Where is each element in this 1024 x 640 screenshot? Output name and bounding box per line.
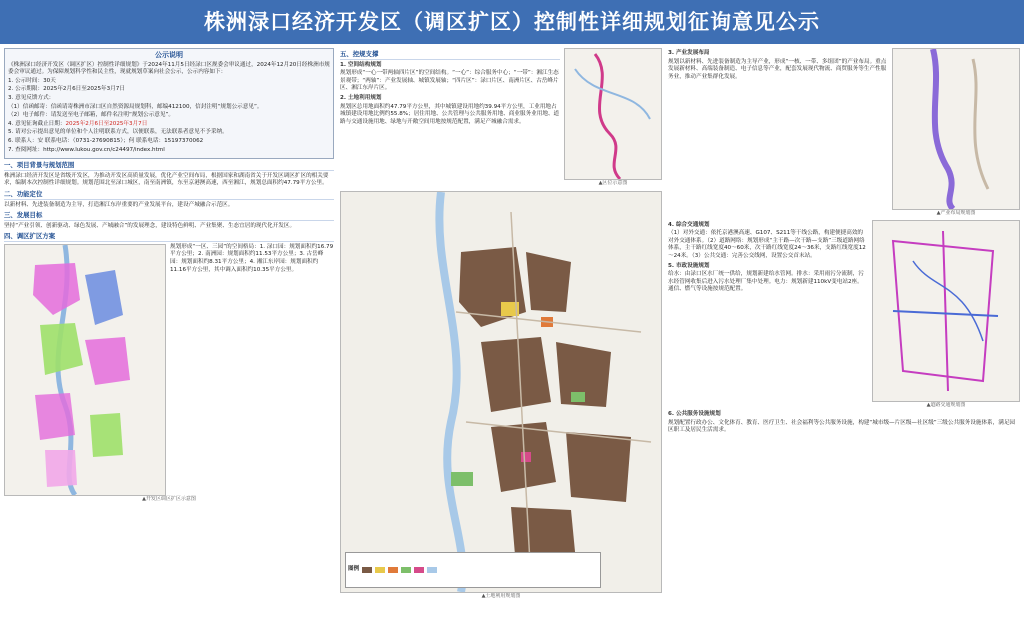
traffic-map-graphic <box>873 221 1019 401</box>
section-title-3: 三、发展目标 <box>4 212 334 221</box>
notice-item-3: 3. 意见反馈方式： <box>8 94 55 101</box>
section-text-2: 以新材料、先进装备制造为主导，打造湘江东岸重要的产业发展平台，建设产城融合示范区。 <box>4 201 234 208</box>
legend-title: 图例 <box>348 565 360 572</box>
location-map-graphic <box>565 49 661 179</box>
section-title-4: 四、调区扩区方案 <box>4 233 334 242</box>
subsection-title-5: 5. 市政设施规划 <box>668 262 710 269</box>
legend-swatch-water <box>427 567 437 573</box>
subsection-title-4: 4. 综合交通规划 <box>668 221 710 228</box>
notice-sub-item-1: （1）信函邮寄：信函请寄株洲市渌口区自然资源局规划科，邮编412100，信封注明“规划公示意见”。 <box>8 103 263 110</box>
page-title: 株洲渌口经济开发区（调区扩区）控制性详细规划征询意见公示 <box>204 10 820 34</box>
notice-title: 公示说明 <box>155 51 183 59</box>
subsection-text-6: 规划配置行政办公、文化体育、教育、医疗卫生、社会福利等公共服务设施，构建“城市级—片区级—社区级”三级公共服务设施体系，满足园区职工及居民生活需求。 <box>668 419 1016 434</box>
section-text-4: 规划形成“一区、三园”的空间格局：1. 渌口园：规划面积约16.79平方公里；2. 南洲园：规划面积约11.53平方公里；3. 古岳峰园：规划面积约8.31平方公里；4. 湘江东岸园：规划面积约11.16平方公里，其中调入面积约10.35平方公里。 <box>170 243 334 273</box>
deadline-label: 4. 意见征询截止日期： <box>8 120 66 127</box>
legend-swatch-public <box>414 567 424 573</box>
traffic-map-caption: ▲道路交通规划图 <box>926 401 966 408</box>
adjustment-map-caption: ▲开发区调区扩区示意图 <box>142 495 196 502</box>
location-map <box>564 48 662 180</box>
page-header <box>0 0 1024 44</box>
industry-map <box>892 48 1020 210</box>
section-title-1: 一、项目背景与规划范围 <box>4 162 334 171</box>
notice-contact: 6. 联系人：安 联系电话：（0731-27690815）；何 联系电话：15197370062 <box>8 137 204 144</box>
subsection-title-6: 6. 公共服务设施规划 <box>668 411 721 418</box>
notice-deadline <box>8 121 330 129</box>
land-use-map <box>340 191 662 593</box>
subsection-text-5: 给水：由渌口区水厂统一供给，规划新建给水管网。排水：采用雨污分流制，污水经管网收集后进入污水处理厂集中处理。电力：规划新建110kV变电站2座。通信、燃气等设施按规范配置。 <box>668 271 864 293</box>
notice-box <box>4 48 334 159</box>
land-use-map-graphic <box>341 192 661 592</box>
subsection-text-3: 规划以新材料、先进装备制造为主导产业，形成“一核、一带、多组团”的产业布局。重点发展新材料、高端装备制造、电子信息等产业，配套发展现代物流、商贸服务等生产性服务业，推动产业集群化发展。 <box>668 58 887 80</box>
column-right <box>668 48 1020 636</box>
legend-swatch-commercial <box>388 567 398 573</box>
land-use-map-caption: ▲土地利用规划图 <box>481 592 521 599</box>
legend-swatch-industrial <box>362 567 372 573</box>
deadline-value: 2025年2月6日至2025年3月7日 <box>65 120 148 127</box>
location-map-caption: ▲区位示意图 <box>598 180 628 186</box>
legend-swatch-green <box>401 567 411 573</box>
section-text-3: 坚持“产业引领、创新驱动、绿色发展、产城融合”的发展理念，建设特色鲜明、产业集聚、生态宜居的现代化开发区。 <box>4 222 296 229</box>
section-title-2: 二、功能定位 <box>4 191 334 200</box>
subsection-text-2: 规划区总用地面积约47.79平方公里，其中城镇建设用地约39.94平方公里，工业用地占城镇建设用地比例约55.8%；居住用地、公共管理与公共服务用地、商业服务业用地、道路与交通设施用地、绿地与开敞空间用地按规范配置，满足产城融合需求。 <box>340 103 560 125</box>
notice-website[interactable]: 7. 查阅网址：http://www.lukou.gov.cn/c24497/index.html <box>8 146 165 153</box>
notice-sub-item-2: （2）电子邮件：请发送至电子邮箱，邮件名注明“规划公示意见”。 <box>8 112 174 119</box>
traffic-map <box>872 220 1020 402</box>
subsection-title-1: 1. 空间结构规划 <box>340 61 382 68</box>
land-use-legend <box>345 552 601 588</box>
notice-item-1: 1. 公示时间：30天 <box>8 77 56 84</box>
notice-intro: 《株洲渌口经济开发区（调区扩区）控制性详细规划》于2024年11月5日经渌口区规委会审议通过，2024年12月20日经株洲市规委会审议通过。为保障规划科学性和民主性，现就规划草案向社会公示，公示内容如下： <box>8 61 330 76</box>
subsection-text-4: （1）对外交通：依托京港澳高速、G107、S211等干线公路，构建便捷高效的对外交通体系。（2）道路网络：规划形成“主干路—次干路—支路”三级道路网络体系，主干路红线宽度40～60米，次干路红线宽度24～36米，支路红线宽度12～24米。（3）公共交通：完善公交线网，设置公交首末站。 <box>668 230 866 259</box>
subsection-title-2: 2. 土地利用规划 <box>340 94 382 101</box>
subsection-title-3: 3. 产业发展布局 <box>668 50 710 56</box>
notice-note: 5. 请对公示提出意见的单位和个人注明联系方式，以便联系，无法联系者意见不予采纳。 <box>8 129 228 136</box>
notice-item-2: 2. 公示期限：2025年2月6日至2025年3月7日 <box>8 86 125 93</box>
subsection-text-1: 规划形成“一心一带两轴四片区”的空间结构。“一心”：综合服务中心；“一带”：湘江生态景观带；“两轴”：产业发展轴、城镇发展轴；“四片区”：渌口片区、南洲片区、古岳峰片区、湘江东岸片区。 <box>340 70 559 92</box>
adjustment-map <box>4 244 166 496</box>
section-text-1: 株洲渌口经济开发区是省级开发区，为推动开发区高质量发展，优化产业空间布局，根据国家和湖南省关于开发区调区扩区的相关要求，编制本次控制性详细规划。规划范围北至渌口城区，南至南洲镇，东至京港澳高速，西至湘江，规划总面积约47.79平方公里。 <box>4 172 329 187</box>
legend-swatch-residential <box>375 567 385 573</box>
column-left <box>4 48 334 636</box>
industry-map-caption: ▲产业布局规划图 <box>936 210 976 216</box>
column-middle <box>340 48 662 636</box>
adjustment-map-graphic <box>5 245 165 495</box>
section-title-5: 五、控规支撑 <box>340 51 560 60</box>
industry-map-graphic <box>893 49 1019 209</box>
